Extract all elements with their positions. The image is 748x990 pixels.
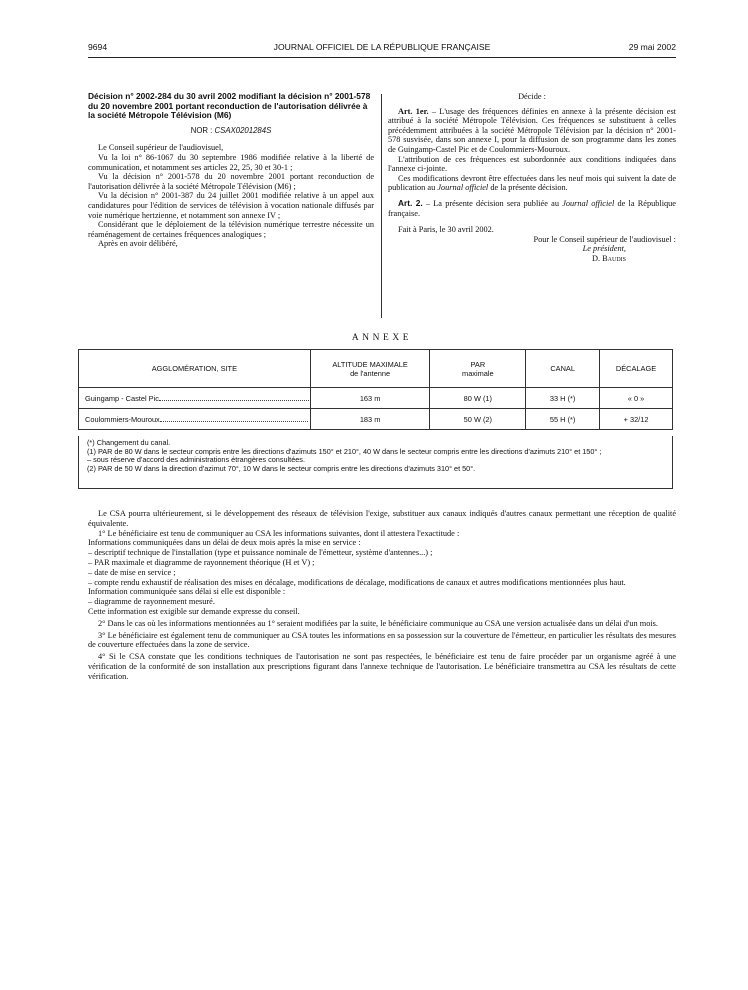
column-header: DÉCALAGE (600, 350, 673, 388)
body-paragraph: Information communiquée sans délai si elle est disponible : (88, 587, 286, 597)
signature-title: Le président, (582, 244, 626, 254)
signature-name: D. Baudis (591, 253, 626, 263)
table-header-row (79, 350, 673, 388)
article-1-label: Art. 1er. (398, 106, 429, 116)
technical-conditions (88, 509, 676, 682)
nor-label: NOR : (190, 125, 215, 135)
column-header: ALTITUDE MAXIMALE de l'antenne (310, 350, 430, 388)
channel-cell: 33 H (*) (526, 388, 600, 409)
page-number: 9694 (88, 42, 108, 52)
place-date: Fait à Paris, le 30 avril 2002. (398, 225, 494, 235)
preamble-paragraph: Considérant que le déploiement de la télévision numérique terrestre nécessite un réaménagement de certaines fréquences analogiques ; (88, 220, 374, 239)
column-header: CANAL (526, 350, 600, 388)
decision-title: Décision n° 2002-284 du 30 avril 2002 modifiant la décision n° 2001-578 du 20 novembre 2001 portant reconduction de l'autorisation délivrée à la société Métropole Télévision (M6) (88, 91, 371, 121)
site-cell: Guingamp - Castel Pic (79, 388, 311, 409)
article-1: Art. 1er. – L'usage des fréquences définies en annexe à la présente décision est attribué à la société Métropole Télévision. Ces fréquences se substituent à celles précédemment attribuées à la société Métropole Télévision par la décision n° 2001-578 susvisée, dans son annexe I, pour la diffusion de son programme dans les zones de Guingamp-Castel Pic et de Coulommiers-Mouroux. (388, 106, 676, 154)
article-1-paragraph-2: L'attribution de ces fréquences est subordonnée aux conditions indiquées dans l'annexe ci-jointe. (388, 154, 676, 174)
column-divider (381, 94, 382, 318)
body-paragraph: 2° Dans le cas où les informations mentionnées au 1° seraient modifiées par la suite, le bénéficiaire communique au CSA une version actualisée dans un délai d'un mois. (98, 618, 658, 628)
annex-table (78, 349, 673, 430)
list-item: – PAR maximale et diagramme de rayonnement théorique (H et V) ; (88, 557, 315, 567)
preamble-paragraph: Le Conseil supérieur de l'audiovisuel, (98, 143, 224, 153)
list-item: – descriptif technique de l'installation (type et puissance nominale de l'émetteur, système d'antennes...) ; (88, 548, 433, 558)
signature-line: Pour le Conseil supérieur de l'audiovisuel : (533, 234, 676, 244)
article-2: Art. 2. – La présente décision sera publiée au Journal officiel de la République française. (388, 197, 676, 218)
table-row (79, 388, 673, 409)
column-header: AGGLOMÉRATION, SITE (79, 350, 311, 388)
offset-cell: « 0 » (600, 388, 673, 409)
body-paragraph: 3° Le bénéficiaire est également tenu de communiquer au CSA toutes les informations en sa possession sur la couverture de l'émetteur, en particulier les résultats des mesures de couverture effectuées dans la zone de service. (88, 630, 676, 650)
right-column (388, 92, 676, 264)
annex-notes (78, 436, 673, 489)
list-item: – compte rendu exhaustif de réalisation des mises en décalage, modifications de décalage, modifications de canaux et autres modifications mentionnées plus haut. (88, 577, 626, 587)
article-1-paragraph-3: Ces modifications devront être effectuées dans les neuf mois qui suivent la date de publication au Journal officiel de la présente décision. (388, 173, 676, 193)
left-column (88, 92, 374, 249)
nor-reference (88, 126, 374, 136)
body-paragraph: 1° Le bénéficiaire est tenu de communiquer au CSA les informations suivantes, dont il attestera l'exactitude : (98, 528, 460, 538)
column-header: PAR maximale (430, 350, 526, 388)
annex-title: ANNEXE (351, 333, 413, 343)
par-cell: 80 W (1) (430, 388, 526, 409)
preamble-paragraph: Après en avoir délibéré, (98, 239, 178, 249)
body-paragraph: Informations communiquées dans un délai de deux mois après la mise en service : (88, 538, 361, 548)
table-row (79, 409, 673, 430)
preamble-paragraph: Vu la loi n° 86-1067 du 30 septembre 1986 modifiée relative à la liberté de communication, et notamment ses articles 22, 25, 30 et 30-1 ; (88, 152, 374, 172)
issue-date: 29 mai 2002 (628, 42, 676, 52)
annex-note: (2) PAR de 50 W dans la direction d'azimut 70°, 10 W dans le secteur compris entre les directions d'azimuts 310° et 50°. (87, 464, 476, 474)
annex-note: (1) PAR de 80 W dans le secteur compris entre les directions d'azimuts 150° et 210°, 40 W dans le secteur compris entre les directions d'azimuts 210° et 150° ; (87, 446, 602, 456)
par-cell: 50 W (2) (430, 409, 526, 430)
altitude-cell: 183 m (310, 409, 430, 430)
offset-cell: + 32/12 (600, 409, 673, 430)
decide-heading: Décide : (518, 92, 546, 101)
annex-note: (*) Changement du canal. (87, 438, 171, 447)
altitude-cell: 163 m (310, 388, 430, 409)
annex-note: – sous réserve d'accord des administrations étrangères consultées. (87, 455, 305, 465)
body-paragraph: Cette information est exigible sur demande expresse du conseil. (88, 606, 300, 616)
body-paragraph: Le CSA pourra ultérieurement, si le développement des réseaux de télévision l'exige, substituer aux canaux indiqués d'autres canaux permettant une réception de qualité équivalente. (88, 509, 676, 528)
header-rule (88, 57, 676, 58)
channel-cell: 55 H (*) (526, 409, 600, 430)
body-paragraph: 4° Si le CSA constate que les conditions techniques de l'autorisation ne sont pas respectées, le bénéficiaire est tenu de faire procéder par un organisme agréé à une vérification de la conformité de son installation aux prescriptions figurant dans l'annexe technique de l'autorisation. Le bénéficiaire transmettra au CSA les résultats de cette vérification. (88, 652, 676, 681)
site-cell: Coulommiers-Mouroux (79, 409, 311, 430)
list-item: – date de mise en service ; (88, 567, 176, 577)
article-2-label: Art. 2. (398, 197, 423, 208)
journal-title: JOURNAL OFFICIEL DE LA RÉPUBLIQUE FRANÇAISE (273, 42, 491, 52)
list-item: – diagramme de rayonnement mesuré. (88, 597, 215, 607)
preamble-paragraph: Vu la décision n° 2001-578 du 20 novembre 2001 portant reconduction de l'autorisation délivrée à la société Métropole Télévision (M6) ; (88, 172, 374, 191)
preamble-paragraph: Vu la décision n° 2001-387 du 24 juillet 2001 modifiée relative à un appel aux candidatures pour l'édition de services de télévision à vocation nationale diffusés par voie numérique hertzienne, et notamment son annexe IV ; (88, 191, 374, 220)
page-header (88, 42, 676, 56)
nor-code: CSAX0201284S (214, 125, 272, 135)
